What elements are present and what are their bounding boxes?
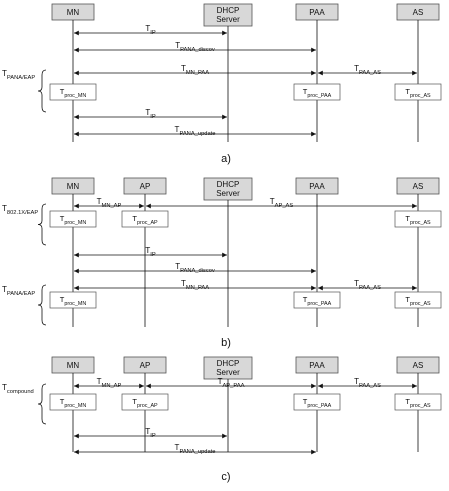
entity-label: PAA bbox=[309, 361, 325, 370]
processing-box bbox=[50, 292, 96, 308]
diagram-a bbox=[2, 4, 441, 165]
entity-label: AS bbox=[412, 8, 424, 17]
processing-box bbox=[122, 394, 168, 410]
phase-brace bbox=[2, 285, 46, 325]
entity-label: AS bbox=[412, 182, 424, 191]
processing-label: $T_{proc\_MN}$ bbox=[59, 295, 87, 307]
processing-box bbox=[50, 84, 96, 100]
phase-brace bbox=[2, 383, 46, 424]
phase-brace bbox=[2, 69, 46, 112]
processing-label: $T_{proc\_AS}$ bbox=[405, 295, 431, 307]
entity-label: Server bbox=[216, 368, 240, 377]
phase-label: $T_{PANA/EAP}$ bbox=[2, 285, 36, 297]
processing-box bbox=[294, 394, 340, 410]
processing-label: $T_{proc\_AS}$ bbox=[405, 87, 431, 99]
message-label: $T_{PAA\_AS}$ bbox=[354, 279, 381, 291]
processing-box bbox=[395, 292, 441, 308]
message-label: $T_{PAA\_AS}$ bbox=[354, 377, 381, 389]
brace-path bbox=[38, 285, 46, 325]
message-arrow bbox=[74, 197, 144, 209]
message-label: $T_{PANA\_discov}$ bbox=[175, 41, 215, 53]
message-arrow bbox=[318, 279, 417, 291]
processing-box bbox=[395, 211, 441, 227]
entity-label: AP bbox=[139, 182, 151, 191]
brace-path bbox=[38, 204, 46, 245]
entity-label: DHCP bbox=[216, 359, 240, 368]
processing-label: $T_{proc\_MN}$ bbox=[59, 397, 87, 409]
processing-box bbox=[395, 394, 441, 410]
diagram-b bbox=[2, 178, 441, 349]
message-arrow bbox=[74, 246, 227, 258]
phase-label: $T_{compound}$ bbox=[2, 383, 34, 395]
processing-label: $T_{proc\_MN}$ bbox=[59, 87, 87, 99]
entity-label: PAA bbox=[309, 182, 325, 191]
message-label: $T_{PANA\_update}$ bbox=[174, 125, 216, 137]
message-label: $T_{MN\_AP}$ bbox=[96, 197, 122, 209]
message-label: $T_{IP}$ bbox=[145, 108, 156, 120]
message-arrow bbox=[74, 125, 316, 137]
processing-box bbox=[294, 84, 340, 100]
entity-dhcp bbox=[204, 178, 252, 327]
message-arrow bbox=[74, 64, 316, 76]
processing-label: $T_{proc\_PAA}$ bbox=[302, 295, 332, 307]
processing-label: $T_{proc\_MN}$ bbox=[59, 214, 87, 226]
phase-label: $T_{802.1X/EAP}$ bbox=[2, 204, 39, 216]
message-label: $T_{IP}$ bbox=[145, 24, 156, 36]
processing-label: $T_{proc\_PAA}$ bbox=[302, 87, 332, 99]
phase-brace bbox=[2, 204, 46, 245]
message-label: $T_{AP\_AS}$ bbox=[269, 197, 294, 209]
entity-label: MN bbox=[66, 182, 80, 191]
brace-path bbox=[38, 384, 46, 424]
message-label: $T_{PANA\_discov}$ bbox=[175, 262, 215, 274]
message-label: $T_{PANA\_update}$ bbox=[174, 443, 216, 455]
entity-label: MN bbox=[66, 361, 80, 370]
entity-label: PAA bbox=[309, 8, 325, 17]
entity-label: DHCP bbox=[216, 6, 240, 15]
processing-box bbox=[294, 292, 340, 308]
message-label: $T_{AP\_PAA}$ bbox=[217, 377, 245, 389]
processing-box bbox=[50, 394, 96, 410]
entity-label: AS bbox=[412, 361, 424, 370]
message-arrow bbox=[146, 197, 417, 209]
entity-label: Server bbox=[216, 189, 240, 198]
entity-label: AP bbox=[139, 361, 151, 370]
processing-label: $T_{proc\_AP}$ bbox=[132, 214, 158, 226]
processing-box bbox=[122, 211, 168, 227]
message-arrow bbox=[74, 377, 144, 389]
message-arrow bbox=[318, 64, 417, 76]
message-label: $T_{IP}$ bbox=[145, 246, 156, 258]
processing-label: $T_{proc\_AS}$ bbox=[405, 397, 431, 409]
message-arrow bbox=[74, 279, 316, 291]
message-label: $T_{MN\_AP}$ bbox=[96, 377, 122, 389]
message-arrow bbox=[74, 427, 227, 439]
message-arrow bbox=[318, 377, 417, 389]
processing-label: $T_{proc\_AP}$ bbox=[132, 397, 158, 409]
diagram-caption: b) bbox=[221, 337, 231, 349]
processing-label: $T_{proc\_AS}$ bbox=[405, 214, 431, 226]
entity-label: MN bbox=[66, 8, 80, 17]
message-label: $T_{MN\_PAA}$ bbox=[180, 64, 210, 76]
processing-label: $T_{proc\_PAA}$ bbox=[302, 397, 332, 409]
processing-box bbox=[50, 211, 96, 227]
processing-box bbox=[395, 84, 441, 100]
diagram-caption: c) bbox=[221, 471, 231, 483]
message-arrow bbox=[74, 262, 316, 274]
entity-label: DHCP bbox=[216, 180, 240, 189]
message-arrow bbox=[74, 443, 316, 455]
diagram-caption: a) bbox=[221, 153, 231, 165]
entity-label: Server bbox=[216, 15, 240, 24]
entity-dhcp bbox=[204, 357, 252, 452]
message-label: $T_{MN\_PAA}$ bbox=[180, 279, 210, 291]
brace-path bbox=[38, 70, 46, 112]
phase-label: $T_{PANA/EAP}$ bbox=[2, 69, 36, 81]
message-label: $T_{IP}$ bbox=[145, 427, 156, 439]
message-arrow bbox=[74, 41, 316, 53]
diagram-c bbox=[2, 357, 441, 483]
message-arrow bbox=[74, 108, 227, 120]
message-label: $T_{PAA\_AS}$ bbox=[354, 64, 381, 76]
